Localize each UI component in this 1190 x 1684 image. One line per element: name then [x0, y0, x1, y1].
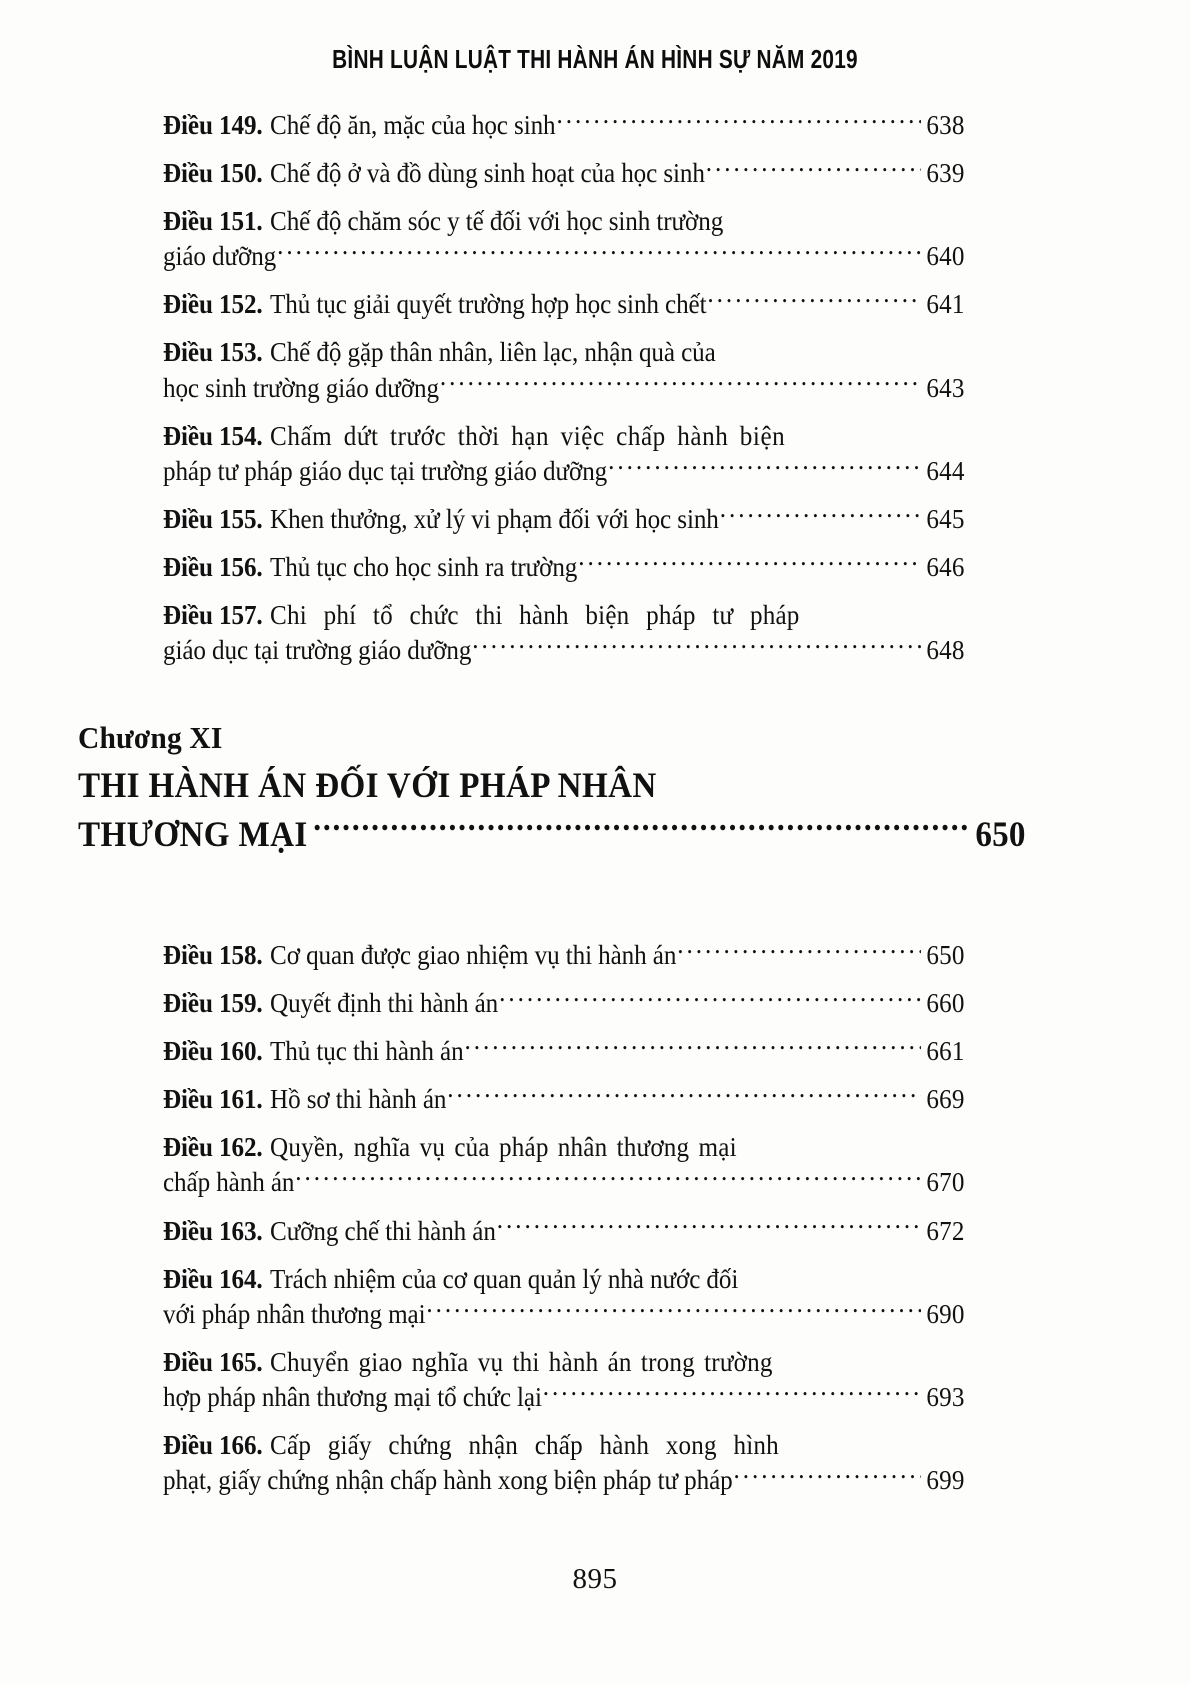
toc-entry-page-number: 648 — [926, 635, 965, 666]
dot-leader — [313, 820, 970, 846]
toc-entry-line — [163, 598, 965, 633]
toc-entry-line — [163, 1463, 965, 1498]
toc-entry-line — [163, 1034, 965, 1069]
toc-entry[interactable] — [163, 1214, 1025, 1249]
toc-entry-title: pháp tư pháp giáo dục tại trường giáo dưỡng — [163, 455, 608, 486]
toc-entry[interactable] — [163, 1428, 1025, 1498]
toc-entry[interactable] — [163, 598, 1025, 668]
toc-entry[interactable] — [163, 335, 1025, 405]
toc-entry-page-number: 646 — [926, 551, 965, 582]
toc-entry-title: Thủ tục cho học sinh ra trường — [270, 551, 578, 582]
toc-entry-title: giáo dục tại trường giáo dưỡng — [163, 635, 472, 666]
toc-entry-page-number: 638 — [926, 110, 965, 140]
toc-entry-line — [163, 986, 965, 1021]
chapter-label: Chương XI — [78, 720, 223, 755]
toc-entry-line — [163, 156, 965, 191]
toc-entry[interactable] — [163, 550, 1025, 585]
folio-page-number: 895 — [572, 1563, 618, 1595]
dot-leader — [464, 1040, 920, 1060]
toc-entry-title: Cưỡng chế thi hành án — [270, 1215, 496, 1246]
toc-entry-title: Quyết định thi hành án — [270, 988, 499, 1019]
toc-entry-line — [163, 335, 965, 370]
toc-entry-page-number: 661 — [926, 1036, 965, 1067]
toc-entry-number: Điều 164. — [163, 1263, 263, 1294]
running-header: BÌNH LUẬN LUẬT THI HÀNH ÁN HÌNH SỰ NĂM 2019 — [332, 44, 858, 74]
toc-entry-page-number: 640 — [926, 241, 965, 272]
toc-entry-title: Thủ tục thi hành án — [270, 1036, 464, 1067]
toc-entry-number: Điều 150. — [163, 158, 263, 189]
dot-leader — [734, 1469, 921, 1489]
toc-entry-title: Cấp giấy chứng nhận chấp hành xong hình — [270, 1430, 779, 1461]
toc-entry-number: Điều 158. — [163, 940, 263, 970]
dot-leader — [578, 556, 921, 576]
dot-leader — [608, 460, 921, 480]
toc-entry-title: hợp pháp nhân thương mại tổ chức lại — [163, 1381, 542, 1412]
dot-leader — [543, 1386, 921, 1406]
chapter-title-line-1: THI HÀNH ÁN ĐỐI VỚI PHÁP NHÂN — [78, 764, 657, 805]
toc-entry-page-number: 641 — [926, 289, 965, 320]
dot-leader — [440, 377, 921, 397]
toc-entry-title: phạt, giấy chứng nhận chấp hành xong biện pháp tư pháp — [163, 1465, 733, 1496]
toc-entry-line — [163, 1428, 965, 1463]
toc-entry-page-number: 660 — [926, 988, 965, 1019]
toc-entry-title: với pháp nhân thương mại — [163, 1298, 426, 1329]
dot-leader — [497, 1220, 921, 1240]
toc-entry-page-number: 670 — [926, 1167, 965, 1198]
toc-entry-line — [163, 1297, 965, 1332]
toc-entry-line — [163, 454, 965, 489]
toc-entry-line — [163, 108, 965, 143]
toc-entry-page-number: 690 — [926, 1298, 965, 1329]
toc-entry-line — [163, 550, 965, 585]
toc-entry-number: Điều 157. — [163, 600, 263, 631]
toc-entry-title: Chấm dứt trước thời hạn việc chấp hành biện — [270, 420, 786, 451]
toc-entry[interactable] — [163, 1034, 1025, 1069]
toc-entry-line — [163, 1165, 965, 1200]
toc-entry-number: Điều 155. — [163, 503, 263, 534]
dot-leader — [447, 1088, 921, 1108]
toc-entry-page-number: 699 — [926, 1465, 965, 1496]
dot-leader — [706, 162, 921, 182]
toc-entry-title: học sinh trường giáo dưỡng — [163, 372, 439, 403]
toc-entry[interactable] — [163, 156, 1025, 191]
toc-entry-line — [163, 204, 965, 239]
toc-entry-number: Điều 149. — [163, 110, 263, 140]
toc-entry-number: Điều 156. — [163, 551, 263, 582]
toc-section-phap-nhan-thuong-mai — [163, 938, 1025, 1511]
toc-entry-page-number: 672 — [926, 1215, 965, 1246]
dot-leader — [499, 992, 921, 1012]
dot-leader — [720, 508, 921, 528]
toc-entry-number: Điều 153. — [163, 337, 263, 368]
toc-entry[interactable] — [163, 108, 1025, 143]
toc-entry-line — [163, 1380, 965, 1415]
toc-entry-title: chấp hành án — [163, 1167, 295, 1198]
toc-entry-page-number: 643 — [926, 372, 965, 403]
dot-leader — [277, 245, 921, 265]
toc-entry-page-number: 693 — [926, 1381, 965, 1412]
toc-entry-number: Điều 163. — [163, 1215, 263, 1246]
toc-entry-line — [163, 502, 965, 537]
toc-entry-title: Khen thưởng, xử lý vi phạm đối với học sinh — [270, 503, 719, 534]
toc-entry-title: Hồ sơ thi hành án — [270, 1084, 447, 1115]
dot-leader — [556, 114, 920, 134]
toc-entry-line — [163, 1082, 965, 1117]
toc-entry-number: Điều 165. — [163, 1346, 263, 1377]
toc-entry-page-number: 639 — [926, 158, 965, 189]
toc-entry-title: Chế độ chăm sóc y tế đối với học sinh trường — [270, 206, 724, 237]
toc-entry[interactable] — [163, 204, 1025, 274]
toc-entry-line — [163, 633, 965, 668]
toc-entry-page-number: 645 — [926, 503, 965, 534]
toc-entry-line — [163, 1130, 965, 1165]
toc-entry-title: Chế độ gặp thân nhân, liên lạc, nhận quà của — [270, 337, 716, 368]
toc-entry-title: Quyền, nghĩa vụ của pháp nhân thương mại — [270, 1132, 737, 1163]
toc-entry[interactable] — [163, 502, 1025, 537]
chapter-page-number: 650 — [975, 814, 1026, 855]
dot-leader — [295, 1171, 921, 1191]
toc-entry-number: Điều 152. — [163, 289, 263, 320]
toc-entry-line — [163, 419, 965, 454]
toc-entry-page-number: 650 — [926, 940, 965, 970]
toc-entry-line — [163, 1345, 965, 1380]
toc-entry-title: Chế độ ở và đồ dùng sinh hoạt của học sinh — [270, 158, 705, 189]
toc-entry-number: Điều 159. — [163, 988, 263, 1019]
toc-entry-title: Chi phí tổ chức thi hành biện pháp tư pháp — [270, 600, 800, 631]
toc-entry-line — [163, 938, 965, 973]
toc-entry[interactable] — [163, 1130, 1025, 1200]
chapter-title-line-2-row — [78, 811, 1026, 858]
toc-entry-number: Điều 154. — [163, 420, 263, 451]
toc-entry-number: Điều 162. — [163, 1132, 263, 1163]
dot-leader — [707, 293, 920, 313]
toc-entry[interactable] — [163, 938, 1025, 973]
toc-entry-page-number: 644 — [926, 455, 965, 486]
toc-entry[interactable] — [163, 419, 1025, 489]
toc-entry-title: Chế độ ăn, mặc của học sinh — [270, 110, 556, 140]
toc-entry-number: Điều 160. — [163, 1036, 263, 1067]
toc-entry-line — [163, 287, 965, 322]
toc-entry-number: Điều 166. — [163, 1430, 263, 1461]
toc-entry-title: Thủ tục giải quyết trường hợp học sinh chết — [270, 289, 707, 320]
toc-entry-line — [163, 371, 965, 406]
toc-section-giao-duong — [163, 108, 1025, 681]
toc-entry-line — [163, 1262, 965, 1297]
toc-entry-title: Trách nhiệm của cơ quan quản lý nhà nước đối — [270, 1263, 739, 1294]
toc-entry[interactable] — [163, 1345, 1025, 1415]
toc-entry-line — [163, 1214, 965, 1249]
toc-entry-title: Cơ quan được giao nhiệm vụ thi hành án — [270, 940, 677, 970]
chapter-heading-block — [78, 718, 1028, 858]
dot-leader — [426, 1303, 920, 1323]
toc-entry-page-number: 669 — [926, 1084, 965, 1115]
toc-entry[interactable] — [163, 1082, 1025, 1117]
dot-leader — [677, 944, 921, 964]
chapter-title-line-2: THƯƠNG MẠI — [78, 814, 308, 855]
toc-entry[interactable] — [163, 287, 1025, 322]
toc-entry-number: Điều 151. — [163, 206, 263, 237]
toc-entry-number: Điều 161. — [163, 1084, 263, 1115]
toc-entry[interactable] — [163, 1262, 1025, 1332]
toc-entry-title: giáo dưỡng — [163, 241, 277, 272]
toc-entry-line — [163, 239, 965, 274]
dot-leader — [472, 639, 921, 659]
toc-entry-title: Chuyển giao nghĩa vụ thi hành án trong trường — [270, 1346, 773, 1377]
toc-entry[interactable] — [163, 986, 1025, 1021]
